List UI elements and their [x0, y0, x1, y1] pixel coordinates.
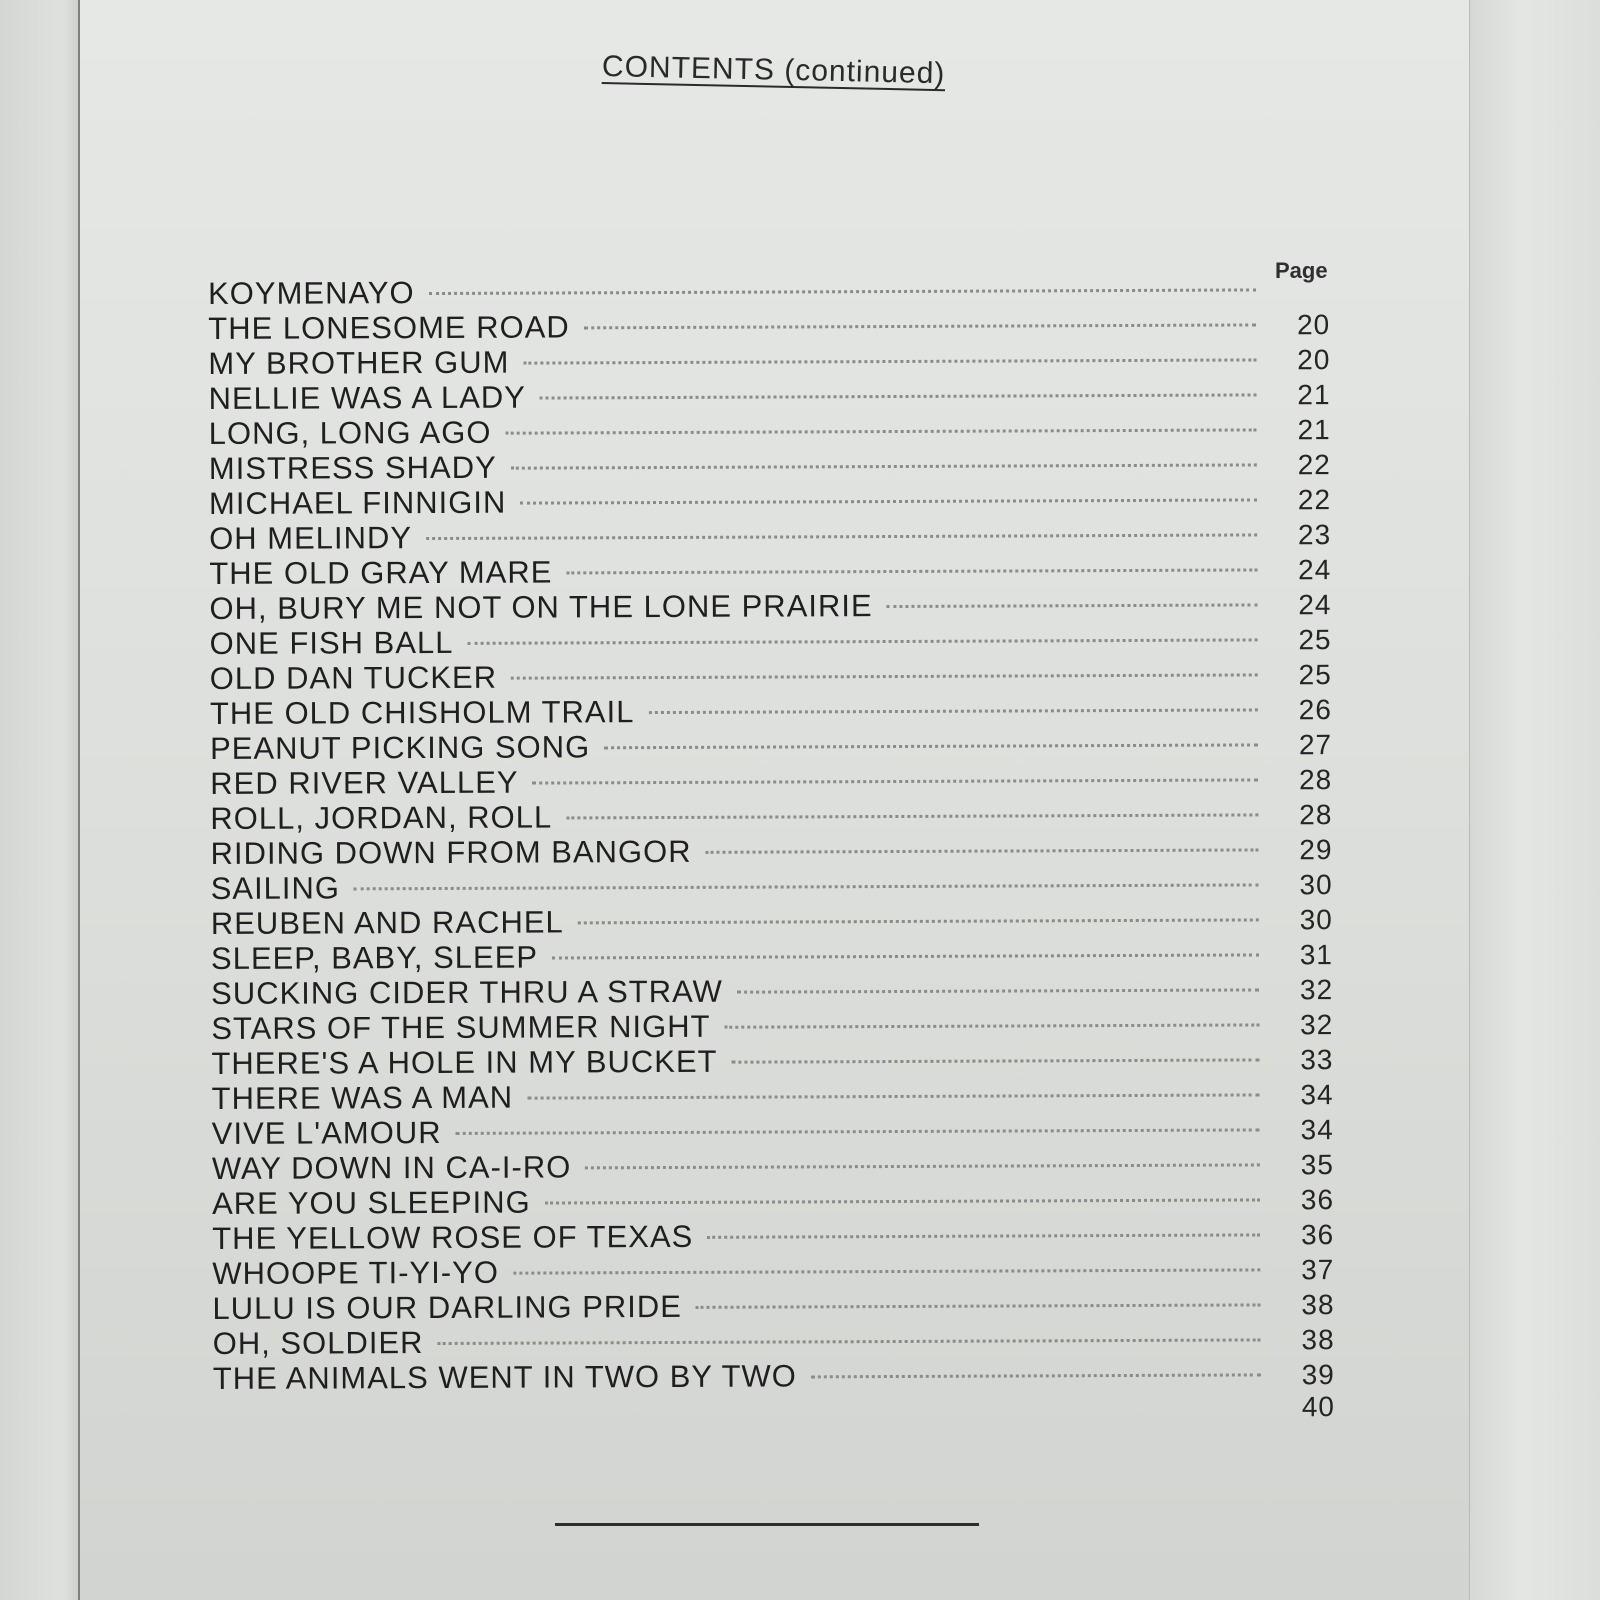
entry-title: THERE WAS A MAN	[211, 1079, 514, 1116]
dot-leader	[511, 463, 1257, 469]
entry-title: THERE'S A HOLE IN MY BUCKET	[211, 1043, 718, 1081]
dot-leader	[533, 778, 1259, 784]
entry-title: VIVE L'AMOUR	[211, 1114, 442, 1151]
entry-title: OH, SOLDIER	[212, 1325, 424, 1361]
contents-entry	[213, 1356, 1335, 1396]
entry-page-number: 20	[1296, 309, 1331, 341]
contents-entry	[209, 516, 1331, 556]
entry-page-number: 29	[1299, 834, 1333, 866]
entry-page-number: 33	[1300, 1044, 1334, 1076]
contents-entry	[211, 1006, 1333, 1046]
entry-page-number: 20	[1297, 344, 1331, 376]
entry-page-number: 21	[1297, 414, 1331, 446]
contents-entry	[209, 446, 1331, 486]
contents-entry	[213, 1391, 1335, 1431]
contents-entry	[211, 866, 1333, 906]
contents-entry	[208, 306, 1330, 346]
entry-page-number: 32	[1300, 1009, 1334, 1041]
contents-entry	[211, 971, 1333, 1011]
entry-page-number: 21	[1297, 379, 1331, 411]
contents-list	[208, 271, 1335, 1431]
entry-page-number: 38	[1301, 1289, 1335, 1321]
dot-leader	[696, 1303, 1261, 1308]
entry-title: ONE FISH BALL	[209, 624, 454, 661]
contents-entry	[209, 481, 1331, 521]
entry-title: THE LONESOME ROAD	[208, 309, 570, 346]
contents-entry	[211, 936, 1333, 976]
dot-leader	[732, 1058, 1260, 1063]
dot-leader	[523, 358, 1256, 364]
right-page-edge	[1469, 0, 1600, 1600]
entry-title: WAY DOWN IN CA-I-RO	[211, 1149, 572, 1186]
entry-title: RED RIVER VALLEY	[210, 764, 519, 801]
page-heading: CONTENTS (continued)	[601, 50, 946, 91]
entry-title: ROLL, JORDAN, ROLL	[210, 799, 553, 836]
entry-page-number: 37	[1301, 1254, 1335, 1286]
dot-leader	[527, 1093, 1259, 1099]
entry-title: LULU IS OUR DARLING PRIDE	[212, 1288, 683, 1326]
left-page-edge	[0, 0, 80, 1600]
entry-title: SUCKING CIDER THRU A STRAW	[211, 973, 723, 1011]
entry-page-number: 24	[1298, 589, 1332, 621]
entry-title: OH MELINDY	[209, 520, 413, 556]
entry-page-number: 25	[1298, 624, 1332, 656]
dot-leader	[511, 673, 1258, 679]
contents-entry	[210, 656, 1332, 696]
dot-leader	[566, 813, 1258, 819]
entry-page-number: 38	[1301, 1324, 1335, 1356]
entry-title: MISTRESS SHADY	[208, 449, 497, 486]
dot-leader	[578, 918, 1259, 924]
entry-title: THE ANIMALS WENT IN TWO BY TWO	[212, 1358, 797, 1396]
dot-leader	[437, 1338, 1260, 1345]
contents-entry	[211, 1041, 1333, 1081]
entry-page-number: 36	[1300, 1184, 1335, 1216]
entry-page-number: 27	[1298, 729, 1333, 761]
entry-title: THE OLD GRAY MARE	[209, 554, 553, 591]
entry-page-number: 40	[1301, 1391, 1336, 1423]
dot-leader	[706, 848, 1259, 853]
dot-leader	[520, 498, 1257, 504]
dot-leader	[585, 1163, 1260, 1169]
entry-title: LONG, LONG AGO	[208, 414, 492, 451]
entry-title: WHOOPE TI-YI-YO	[212, 1254, 499, 1291]
entry-page-number: 26	[1298, 694, 1332, 726]
contents-entry	[209, 411, 1331, 451]
entry-page-number: 28	[1298, 764, 1333, 796]
dot-leader	[429, 288, 1256, 295]
dot-leader	[811, 1373, 1261, 1378]
contents-entry	[212, 1286, 1334, 1326]
entry-page-number: 32	[1299, 974, 1334, 1006]
contents-entry	[212, 1216, 1334, 1256]
contents-entry	[209, 551, 1331, 591]
contents-entry	[212, 1076, 1334, 1116]
dot-leader	[354, 883, 1259, 890]
dot-leader	[707, 1233, 1260, 1238]
entry-title: KOYMENAYO	[208, 275, 415, 311]
dot-leader	[456, 1128, 1260, 1135]
dot-leader	[887, 603, 1258, 608]
entry-page-number: 25	[1298, 659, 1332, 691]
contents-entry	[208, 376, 1330, 416]
contents-entry	[212, 1111, 1334, 1151]
dot-leader	[584, 323, 1257, 329]
bottom-divider	[555, 1523, 979, 1526]
dot-leader	[648, 708, 1257, 714]
entry-page-number: 34	[1300, 1079, 1334, 1111]
contents-entry	[210, 726, 1332, 766]
dot-leader	[566, 568, 1257, 574]
entry-page-number: 30	[1299, 869, 1333, 901]
contents-entry	[210, 796, 1332, 836]
entry-title: THE OLD CHISHOLM TRAIL	[209, 694, 635, 731]
contents-entry	[209, 586, 1331, 626]
entry-page-number: 36	[1300, 1219, 1335, 1251]
entry-page-number: 31	[1299, 939, 1334, 971]
dot-leader	[737, 988, 1259, 993]
entry-title: MY BROTHER GUM	[208, 344, 510, 381]
dot-leader	[552, 953, 1259, 959]
dot-leader	[505, 428, 1256, 434]
entry-title: STARS OF THE SUMMER NIGHT	[211, 1008, 711, 1046]
entry-title: THE YELLOW ROSE OF TEXAS	[212, 1218, 694, 1256]
page-column-label: Page	[1275, 258, 1328, 283]
entry-title: ARE YOU SLEEPING	[211, 1184, 531, 1221]
contents-entry	[210, 761, 1332, 801]
entry-page-number: 23	[1297, 519, 1332, 551]
entry-page-number: 22	[1297, 449, 1331, 481]
contents-entry	[208, 341, 1330, 381]
contents-entry	[208, 271, 1330, 311]
contents-entry	[212, 1251, 1334, 1291]
contents-entry	[210, 691, 1332, 731]
entry-title: OLD DAN TUCKER	[209, 659, 498, 696]
entry-page-number: 28	[1299, 799, 1333, 831]
entry-page-number: 35	[1300, 1149, 1334, 1181]
contents-entry	[211, 901, 1333, 941]
contents-entry	[210, 621, 1332, 661]
dot-leader	[545, 1198, 1260, 1204]
entry-title: MICHAEL FINNIGIN	[208, 484, 507, 521]
contents-entry	[210, 831, 1332, 871]
dot-leader	[426, 533, 1257, 540]
entry-title: RIDING DOWN FROM BANGOR	[210, 833, 692, 871]
dot-leader	[604, 743, 1258, 749]
entry-title: OH, BURY ME NOT ON THE LONE PRAIRIE	[209, 588, 873, 626]
entry-title: PEANUT PICKING SONG	[209, 729, 591, 766]
dot-leader	[513, 1268, 1260, 1274]
entry-title: SLEEP, BABY, SLEEP	[210, 939, 539, 976]
entry-title: REUBEN AND RACHEL	[210, 904, 564, 941]
entry-page-number: 30	[1299, 904, 1333, 936]
contents-entry	[213, 1321, 1335, 1361]
dot-leader	[724, 1023, 1259, 1028]
contents-entry	[212, 1146, 1334, 1186]
entry-page-number: 34	[1300, 1114, 1334, 1146]
dot-leader	[540, 393, 1257, 399]
dot-leader	[467, 638, 1257, 644]
entry-title: SAILING	[210, 870, 341, 906]
entry-title: NELLIE WAS A LADY	[208, 379, 526, 416]
contents-entry	[212, 1181, 1334, 1221]
entry-page-number: 24	[1298, 554, 1332, 586]
entry-page-number: 22	[1297, 484, 1332, 516]
entry-page-number: 39	[1301, 1359, 1335, 1391]
